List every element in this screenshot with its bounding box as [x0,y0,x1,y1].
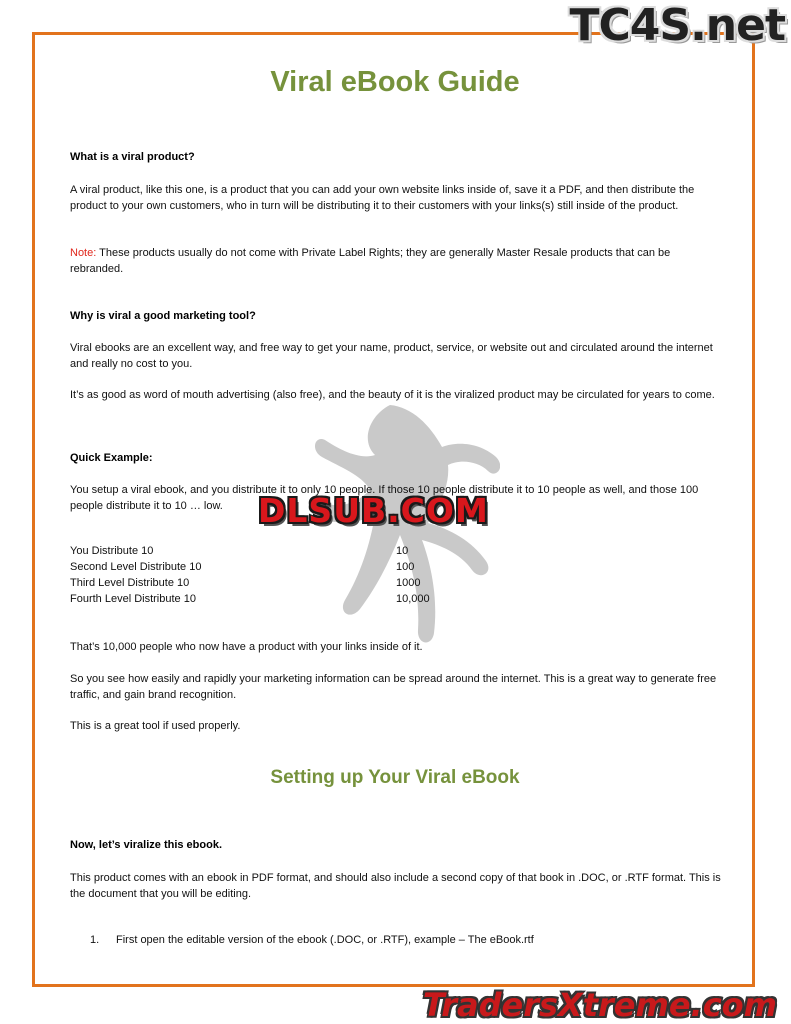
paragraph: That’s 10,000 people who now have a product with your links inside of it. [70,641,423,653]
row-value: 10 [396,545,409,557]
paragraph: This is a great tool if used properly. [70,720,241,732]
table-row [70,543,490,559]
paragraph: You setup a viral ebook, and you distribute it to only 10 people. If those 10 people distribute it to 10 people as well, and those 100 people distribute it to 10 … low. [70,484,699,512]
row-label: Second Level Distribute 10 [70,561,202,573]
paragraph: This product comes with an ebook in PDF format, and should also include a second copy of that book in .DOC, or .RTF format. This is the document that you will be editing. [70,872,721,900]
paragraph: A viral product, like this one, is a product that you can add your own website links inside of, save it a PDF, and then distribute the product to your own customers, who in turn will be distributing it to their customers with your links(s) still inside of the product. [70,184,695,212]
row-value: 10,000 [396,593,430,605]
row-label: Fourth Level Distribute 10 [70,593,196,605]
section-heading-marketing-tool: Why is viral a good marketing tool? [70,310,256,322]
document-title: Viral eBook Guide [270,66,520,98]
paragraph: Viral ebooks are an excellent way, and free way to get your name, product, service, or website out and circulated around the internet and really no cost to you. [70,342,713,370]
note-paragraph [70,245,725,277]
table-row [70,591,490,607]
row-value: 100 [396,561,415,573]
watermark-top: TC4S.net [569,0,785,51]
list-text: First open the editable version of the ebook (.DOC, or .RTF), example – The eBook.rtf [116,934,534,946]
paragraph: So you see how easily and rapidly your marketing information can be spread around the internet. This is a great way to generate free traffic, and gain brand recognition. [70,673,717,701]
watermark-bottom: TradersXtreme.com [422,986,777,1024]
table-row [70,575,490,591]
note-text: These products usually do not come with Private Label Rights; they are generally Master Resale products that can be rebranded. [70,247,671,275]
list-number: 1. [90,934,100,946]
section-heading-viral-product: What is a viral product? [70,151,195,163]
section-heading-viralize: Now, let’s viralize this ebook. [70,839,223,851]
table-row [70,559,490,575]
distribution-table [70,543,490,607]
paragraph: It’s as good as word of mouth advertising (also free), and the beauty of it is the viralized product may be circulated for years to come. [70,389,715,401]
row-label: You Distribute 10 [70,545,154,557]
section-heading-quick-example: Quick Example: [70,452,153,464]
note-label: Note: [70,247,97,259]
section-subtitle: Setting up Your Viral eBook [270,767,520,788]
frog-logo-icon [300,395,500,665]
row-value: 1000 [396,577,421,589]
list-item [90,934,534,946]
watermark-center: DLSUB.COM [258,491,489,530]
row-label: Third Level Distribute 10 [70,577,190,589]
